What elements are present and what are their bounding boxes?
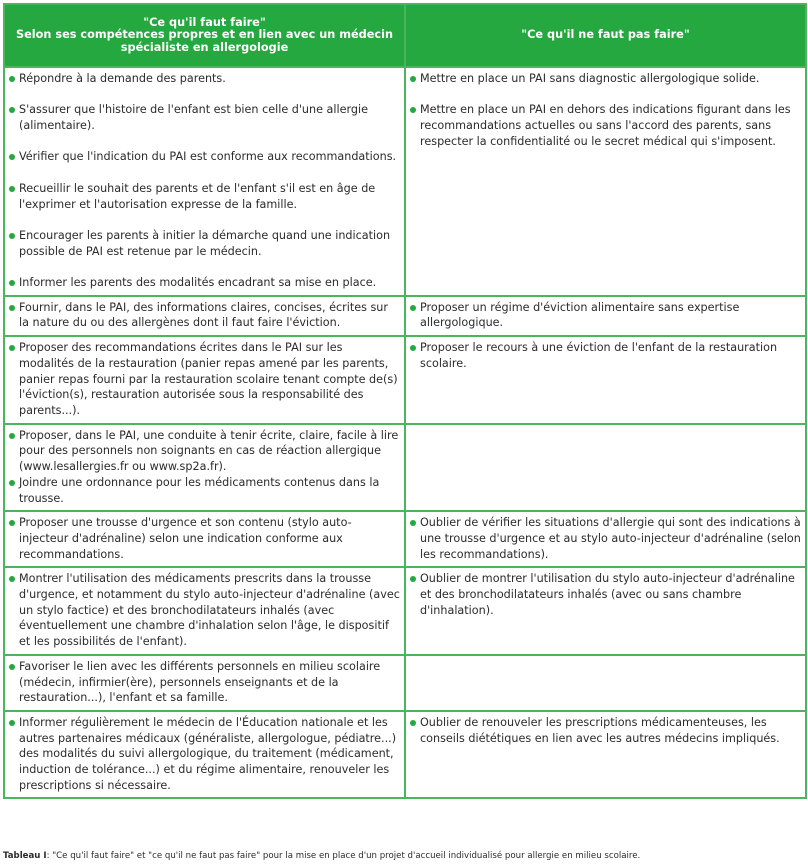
do-item <box>9 149 400 165</box>
bullet-dot-icon <box>410 76 416 82</box>
bullet-dot-icon <box>9 107 15 113</box>
bullet-dot-icon <box>410 720 416 726</box>
dont-item <box>410 300 801 331</box>
table-row <box>4 711 806 799</box>
dont-item-text: Oublier de vérifier les situations d'allergie qui sont des indications à une trousse d'urgence et au stylo auto-injecteur d'adrénaline (selon les recommandations). <box>420 516 801 561</box>
table-row <box>4 655 806 711</box>
bullet-dot-icon <box>9 345 15 351</box>
dont-item-text: Oublier de montrer l'utilisation du stylo auto-injecteur d'adrénaline et des bronchodilatateurs inhalés (avec ou sans chambre d'inhalation). <box>420 572 795 617</box>
bullet-dot-icon <box>9 520 15 526</box>
dont-cell <box>405 511 806 567</box>
caption-label: Tableau I <box>3 851 47 861</box>
bullet-dot-icon <box>410 107 416 113</box>
do-item <box>9 102 400 133</box>
do-cell <box>4 424 405 512</box>
do-item-text: Fournir, dans le PAI, des informations claires, concises, écrites sur la nature du ou des allergènes dont il faut faire l'éviction. <box>19 300 388 330</box>
table-row <box>4 424 806 512</box>
do-cell <box>4 655 405 711</box>
bullet-dot-icon <box>410 576 416 582</box>
do-item-text: Joindre une ordonnance pour les médicaments contenus dans la trousse. <box>19 475 380 505</box>
dont-item <box>410 102 801 149</box>
do-item-text: Informer les parents des modalités encadrant sa mise en place. <box>19 276 377 290</box>
dont-cell <box>405 424 806 512</box>
do-item-text: Proposer, dans le PAI, une conduite à tenir écrite, claire, facile à lire pour des personnels non soignants en cas de réaction allergique (www.lesallergies.fr ou www.sp2a.fr). <box>19 428 399 474</box>
table-row <box>4 336 806 424</box>
do-cell <box>4 567 405 655</box>
bullet-dot-icon <box>410 305 416 311</box>
header-dont: "Ce qu'il ne faut pas faire" <box>405 4 806 67</box>
dont-item-text: Mettre en place un PAI sans diagnostic allergologique solide. <box>420 72 760 85</box>
bullet-dot-icon <box>410 520 416 526</box>
do-item-text: Recueillir le souhait des parents et de l'enfant s'il est en âge de l'exprimer et l'autorisation expresse de la famille. <box>19 181 376 211</box>
do-item-text: Informer régulièrement le médecin de l'Éducation nationale et les autres partenaires médicaux (généraliste, allergologue, pédiatre...) des modalités du suivi allergologique, du traitement (médicament, induction de tolérance...) et du régime alimentaire, renouveler les prescriptions si nécessaire. <box>19 715 397 792</box>
dont-item <box>410 71 801 87</box>
bullet-dot-icon <box>9 280 15 286</box>
do-item-text: S'assurer que l'histoire de l'enfant est bien celle d'une allergie (alimentaire). <box>19 103 369 133</box>
dont-cell <box>405 655 806 711</box>
do-item <box>9 275 400 291</box>
dont-cell <box>405 567 806 655</box>
do-item <box>9 300 400 331</box>
bullet-dot-icon <box>9 720 15 726</box>
do-item <box>9 571 400 650</box>
bullet-dot-icon <box>9 433 15 439</box>
bullet-dot-icon <box>9 305 15 311</box>
dont-cell <box>405 711 806 799</box>
do-item-text: Favoriser le lien avec les différents personnels en milieu scolaire (médecin, infirmier(ère), personnels enseignants et de la restauration...), l'enfant et sa famille. <box>19 659 381 705</box>
dont-cell <box>405 67 806 296</box>
dont-cell <box>405 336 806 424</box>
do-cell <box>4 511 405 567</box>
do-item-text: Montrer l'utilisation des médicaments prescrits dans la trousse d'urgence, et notamment du stylo auto-injecteur d'adrénaline (avec un stylo factice) et des bronchodilatateurs inhalés (avec éventuellement une chambre d'inhalation selon l'âge, le dispositif et les possibilités de l'enfant). <box>19 572 400 649</box>
do-cell <box>4 336 405 424</box>
recommendations-table <box>3 3 807 799</box>
do-item-text: Proposer des recommandations écrites dans le PAI sur les modalités de la restauration (panier repas amené par les parents, panier repas fourni par la restauration scolaire tenant compte de(s) l'éviction(s), restauration autorisée sous la responsabilité des parents...). <box>19 341 398 417</box>
dont-cell <box>405 296 806 336</box>
bullet-dot-icon <box>9 480 15 486</box>
do-item-text: Encourager les parents à initier la démarche quand une indication possible de PAI est retenue par le médecin. <box>19 228 391 258</box>
bullet-dot-icon <box>9 76 15 82</box>
dont-item-text: Oublier de renouveler les prescriptions médicamenteuses, les conseils diététiques en lien avec les autres médecins impliqués. <box>420 715 780 745</box>
header-do <box>4 4 405 67</box>
do-cell <box>4 67 405 296</box>
dont-item-text: Proposer un régime d'éviction alimentaire sans expertise allergologique. <box>420 300 740 330</box>
dont-item <box>410 340 801 371</box>
do-item <box>9 659 400 706</box>
header-do-title: "Ce qu'il faut faire" <box>143 15 266 29</box>
do-cell <box>4 711 405 799</box>
table-caption <box>3 851 640 861</box>
bullet-dot-icon <box>410 345 416 351</box>
do-item-text: Répondre à la demande des parents. <box>19 72 226 85</box>
bullet-dot-icon <box>9 154 15 160</box>
table-row <box>4 296 806 336</box>
do-item <box>9 181 400 212</box>
bullet-dot-icon <box>9 576 15 582</box>
do-cell <box>4 296 405 336</box>
do-item <box>9 71 400 87</box>
bullet-dot-icon <box>9 233 15 239</box>
table-header-row <box>4 4 806 67</box>
dont-item <box>410 715 801 746</box>
dont-item-text: Mettre en place un PAI en dehors des indications figurant dans les recommandations actuelles ou sans l'accord des parents, sans respecter la confidentialité ou le secret médical qui s'imposent. <box>420 103 791 148</box>
do-item <box>9 340 400 419</box>
bullet-dot-icon <box>9 186 15 192</box>
recommendations-table-wrapper <box>3 3 805 799</box>
header-do-subtitle: Selon ses compétences propres et en lien avec un médecin spécialiste en allergologie <box>15 28 394 54</box>
do-item <box>9 715 400 794</box>
dont-item <box>410 515 801 562</box>
do-item <box>9 228 400 259</box>
caption-text: : "Ce qu'il faut faire" et "ce qu'il ne faut pas faire" pour la mise en place d'un projet d'accueil individualisé pour allergie en milieu scolaire. <box>46 851 641 861</box>
do-item <box>9 428 400 475</box>
do-item <box>9 475 400 506</box>
dont-item <box>410 571 801 618</box>
dont-item-text: Proposer le recours à une éviction de l'enfant de la restauration scolaire. <box>420 341 778 370</box>
table-row <box>4 567 806 655</box>
table-row <box>4 67 806 296</box>
do-item-text: Vérifier que l'indication du PAI est conforme aux recommandations. <box>19 150 397 164</box>
table-row <box>4 511 806 567</box>
do-item-text: Proposer une trousse d'urgence et son contenu (stylo auto-injecteur d'adrénaline) selon une indication conforme aux recommandations. <box>19 516 352 561</box>
do-item <box>9 515 400 562</box>
bullet-dot-icon <box>9 664 15 670</box>
